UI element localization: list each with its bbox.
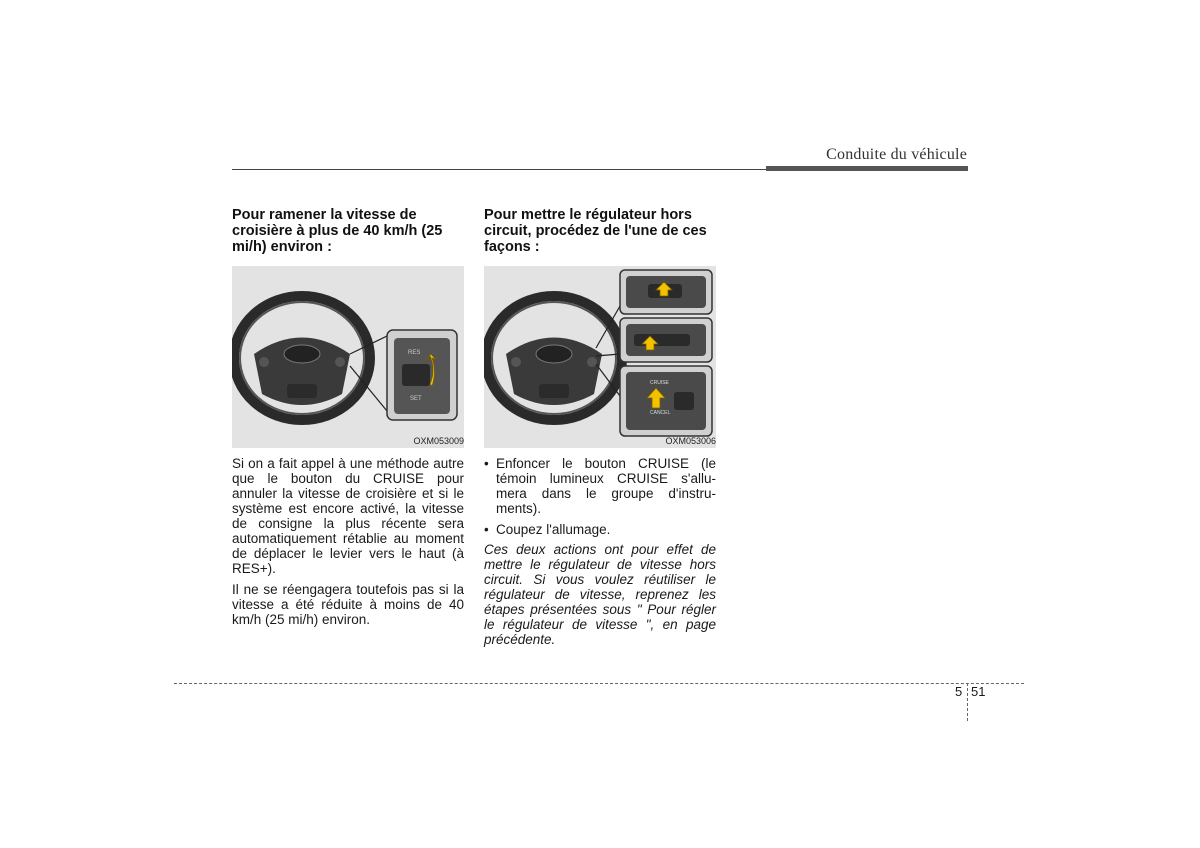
italic-note: Ces deux actions ont pour effet de mettre le régulateur de vitesse hors circuit. Si vous voulez réutiliser le régulateur de vitesse, reprenez les étapes présentées sous " Pour régler le régulateur de vitesse ", en page précédente. [484,542,716,647]
instruction-list [484,456,716,537]
steering-wheel-illustration [232,266,464,448]
bullet: • [484,522,489,537]
footer-divider [967,683,968,721]
left-column [232,207,464,627]
steering-wheel-figure-res [232,266,464,448]
list-item [484,522,716,537]
middle-column [484,207,716,647]
list-item-text: Coupez l'allumage. [496,522,611,537]
header-rule [232,169,766,170]
section-title: Conduite du véhicule [826,146,967,163]
page-number: 51 [971,684,986,699]
left-paragraph: Si on a fait appel à une méthode autre que le bouton du CRUISE pour annuler la vitesse de croisière et si le système est encore activé, la vitesse de consigne la plus récente sera automatiquement rétablie au moment de déplacer le levier vers le haut (à RES+). [232,456,464,576]
bullet: • [484,456,489,471]
svg-text:RES: RES [408,350,421,356]
steering-wheel-figure-cruise [484,266,716,448]
steering-wheel-illustration [484,266,716,448]
footer-rule [174,683,1024,684]
header-rule-accent [766,166,968,171]
svg-text:SET: SET [410,396,422,402]
left-paragraph: Il ne se réengagera toutefois pas si la vitesse a été réduite à moins de 40 km/h (25 mi/h) environ. [232,582,464,627]
svg-text:CANCEL: CANCEL [650,410,671,416]
svg-text:CRUISE: CRUISE [650,380,669,386]
list-item-text: Enfoncer le bouton CRUISE (le témoin lumineux CRUISE s'allu-mera dans le groupe d'instru-ments). [496,456,716,516]
left-heading: Pour ramener la vitesse de croisière à plus de 40 km/h (25 mi/h) environ : [232,207,443,255]
figure-code: OXM053006 [665,436,716,446]
chapter-number: 5 [955,684,963,699]
left-body [232,456,464,627]
list-item [484,456,716,516]
middle-heading: Pour mettre le régulateur hors circuit, procédez de l'une de ces façons : [484,207,707,255]
figure-code: OXM053009 [413,436,464,446]
